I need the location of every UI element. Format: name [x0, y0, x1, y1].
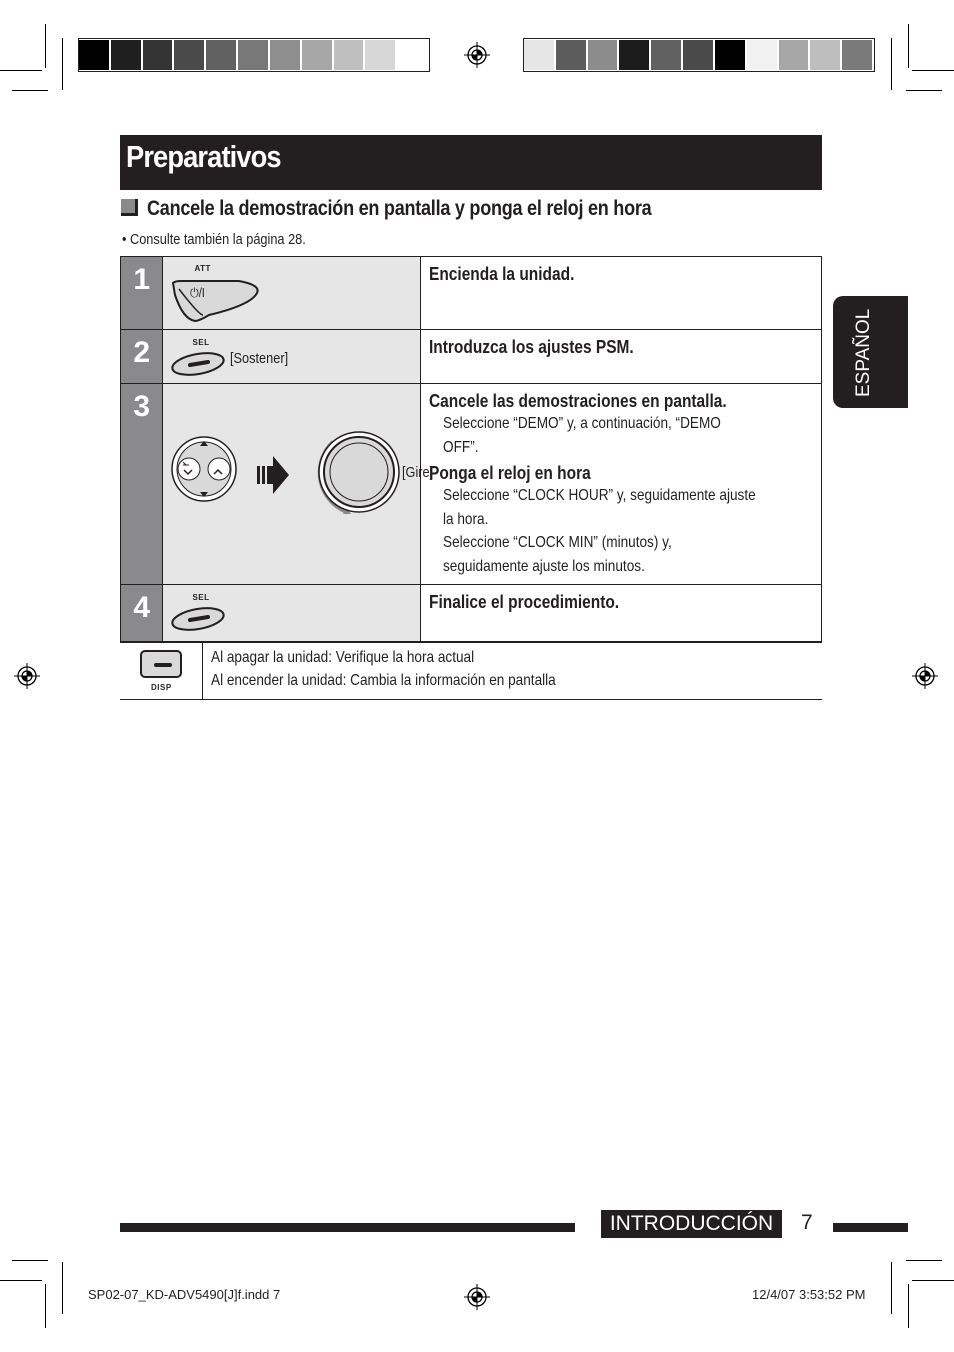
step-figure [163, 257, 421, 330]
registration-mark-icon [912, 663, 938, 689]
color-bar-left [78, 38, 430, 72]
crop-mark [12, 1260, 48, 1261]
color-swatch [206, 40, 236, 70]
color-swatch [651, 40, 681, 70]
crop-mark [912, 70, 954, 71]
divider [202, 643, 203, 699]
section-square-icon [121, 199, 138, 216]
color-swatch [619, 40, 649, 70]
step-row [121, 585, 822, 642]
power-symbol: ⏻/I [190, 285, 206, 300]
color-swatch [588, 40, 618, 70]
step-description [421, 585, 822, 642]
color-swatch [365, 40, 395, 70]
att-button-label: ATT [194, 264, 211, 273]
sel-button-label: SEL [192, 593, 210, 602]
footer-bar-left [120, 1223, 575, 1232]
step-detail: Seleccione “CLOCK MIN” (minutos) y, seguidamente ajuste los minutos. [443, 534, 672, 575]
crop-mark [891, 1262, 892, 1314]
step-number: 4 [121, 585, 163, 642]
step-title: Introduzca los ajustes PSM. [429, 337, 634, 357]
step-title: Finalice el procedimiento. [429, 592, 620, 612]
step-description [421, 384, 822, 585]
hold-label: [Sostener] [230, 350, 289, 367]
crop-mark [891, 38, 892, 90]
language-tab-label: ESPAÑOL [853, 308, 874, 397]
title-bar [120, 135, 822, 190]
color-swatch [111, 40, 141, 70]
step-figure [163, 585, 421, 642]
power-button-icon [169, 275, 261, 327]
steps-table [120, 256, 822, 642]
crop-mark [906, 1260, 942, 1261]
crop-mark [45, 1284, 46, 1328]
step-title: Cancele las demostraciones en pantalla. [429, 391, 727, 411]
crop-mark [908, 1284, 909, 1328]
step-number: 1 [121, 257, 163, 330]
color-swatch [556, 40, 586, 70]
registration-mark-icon [14, 663, 40, 689]
color-bar-right [523, 38, 875, 72]
crop-mark [912, 1280, 954, 1281]
color-swatch [747, 40, 777, 70]
crop-mark [0, 70, 42, 71]
step-number: 2 [121, 330, 163, 384]
color-swatch [270, 40, 300, 70]
page-number: 7 [801, 1211, 813, 1234]
sel-button-icon [170, 349, 226, 379]
color-swatch [174, 40, 204, 70]
crop-mark [906, 90, 942, 91]
color-swatch [810, 40, 840, 70]
step-description [421, 257, 822, 330]
step-number: 3 [121, 384, 163, 585]
arrow-right-icon [257, 456, 291, 496]
rotary-knob-icon [313, 428, 405, 518]
step-title-secondary: Ponga el reloj en hora [429, 463, 591, 483]
crop-mark [12, 90, 48, 91]
color-swatch [524, 40, 554, 70]
crop-mark [908, 24, 909, 68]
disp-button-icon [140, 649, 184, 679]
reference-note: • Consulte también la página 28. [122, 231, 306, 248]
section-heading: Cancele la demostración en pantalla y ponga el reloj en hora [147, 197, 652, 220]
step-detail: Seleccione “CLOCK HOUR” y, seguidamente ajuste la hora. [443, 487, 756, 528]
step-detail: Seleccione “DEMO” y, a continuación, “DEMO OFF”. [443, 415, 721, 456]
footer-section-label: INTRODUCCIÓN [601, 1210, 782, 1238]
color-swatch [79, 40, 109, 70]
turn-label: [Gire] [402, 464, 434, 481]
disp-button-label: DISP [151, 683, 172, 692]
color-swatch [302, 40, 332, 70]
crop-mark [62, 1262, 63, 1314]
crop-mark [0, 1280, 42, 1281]
disp-info-box [120, 642, 822, 700]
sel-button-label: SEL [192, 338, 210, 347]
registration-mark-icon [464, 1284, 490, 1310]
crop-mark [45, 24, 46, 68]
step-figure [163, 330, 421, 384]
color-swatch [397, 40, 427, 70]
color-swatch [779, 40, 809, 70]
color-swatch [334, 40, 364, 70]
step-row [121, 384, 822, 585]
date-slug: 12/4/07 3:53:52 PM [752, 1287, 866, 1302]
step-row [121, 257, 822, 330]
control-pad-icon [169, 434, 239, 504]
color-swatch [715, 40, 745, 70]
crop-mark [62, 38, 63, 90]
color-swatch [683, 40, 713, 70]
registration-mark-icon [464, 42, 490, 68]
footer-bar-right [833, 1223, 908, 1232]
disp-line-off: Al apagar la unidad: Verifique la hora actual [211, 649, 475, 666]
page-title: Preparativos [126, 139, 281, 174]
color-swatch [143, 40, 173, 70]
sel-button-icon [170, 604, 226, 634]
color-swatch [842, 40, 872, 70]
file-slug: SP02-07_KD-ADV5490[J]f.indd 7 [88, 1287, 281, 1302]
disp-line-on: Al encender la unidad: Cambia la información en pantalla [211, 672, 556, 689]
color-swatch [238, 40, 268, 70]
step-description [421, 330, 822, 384]
step-title: Encienda la unidad. [429, 264, 575, 284]
step-figure [163, 384, 434, 585]
step-row [121, 330, 822, 384]
